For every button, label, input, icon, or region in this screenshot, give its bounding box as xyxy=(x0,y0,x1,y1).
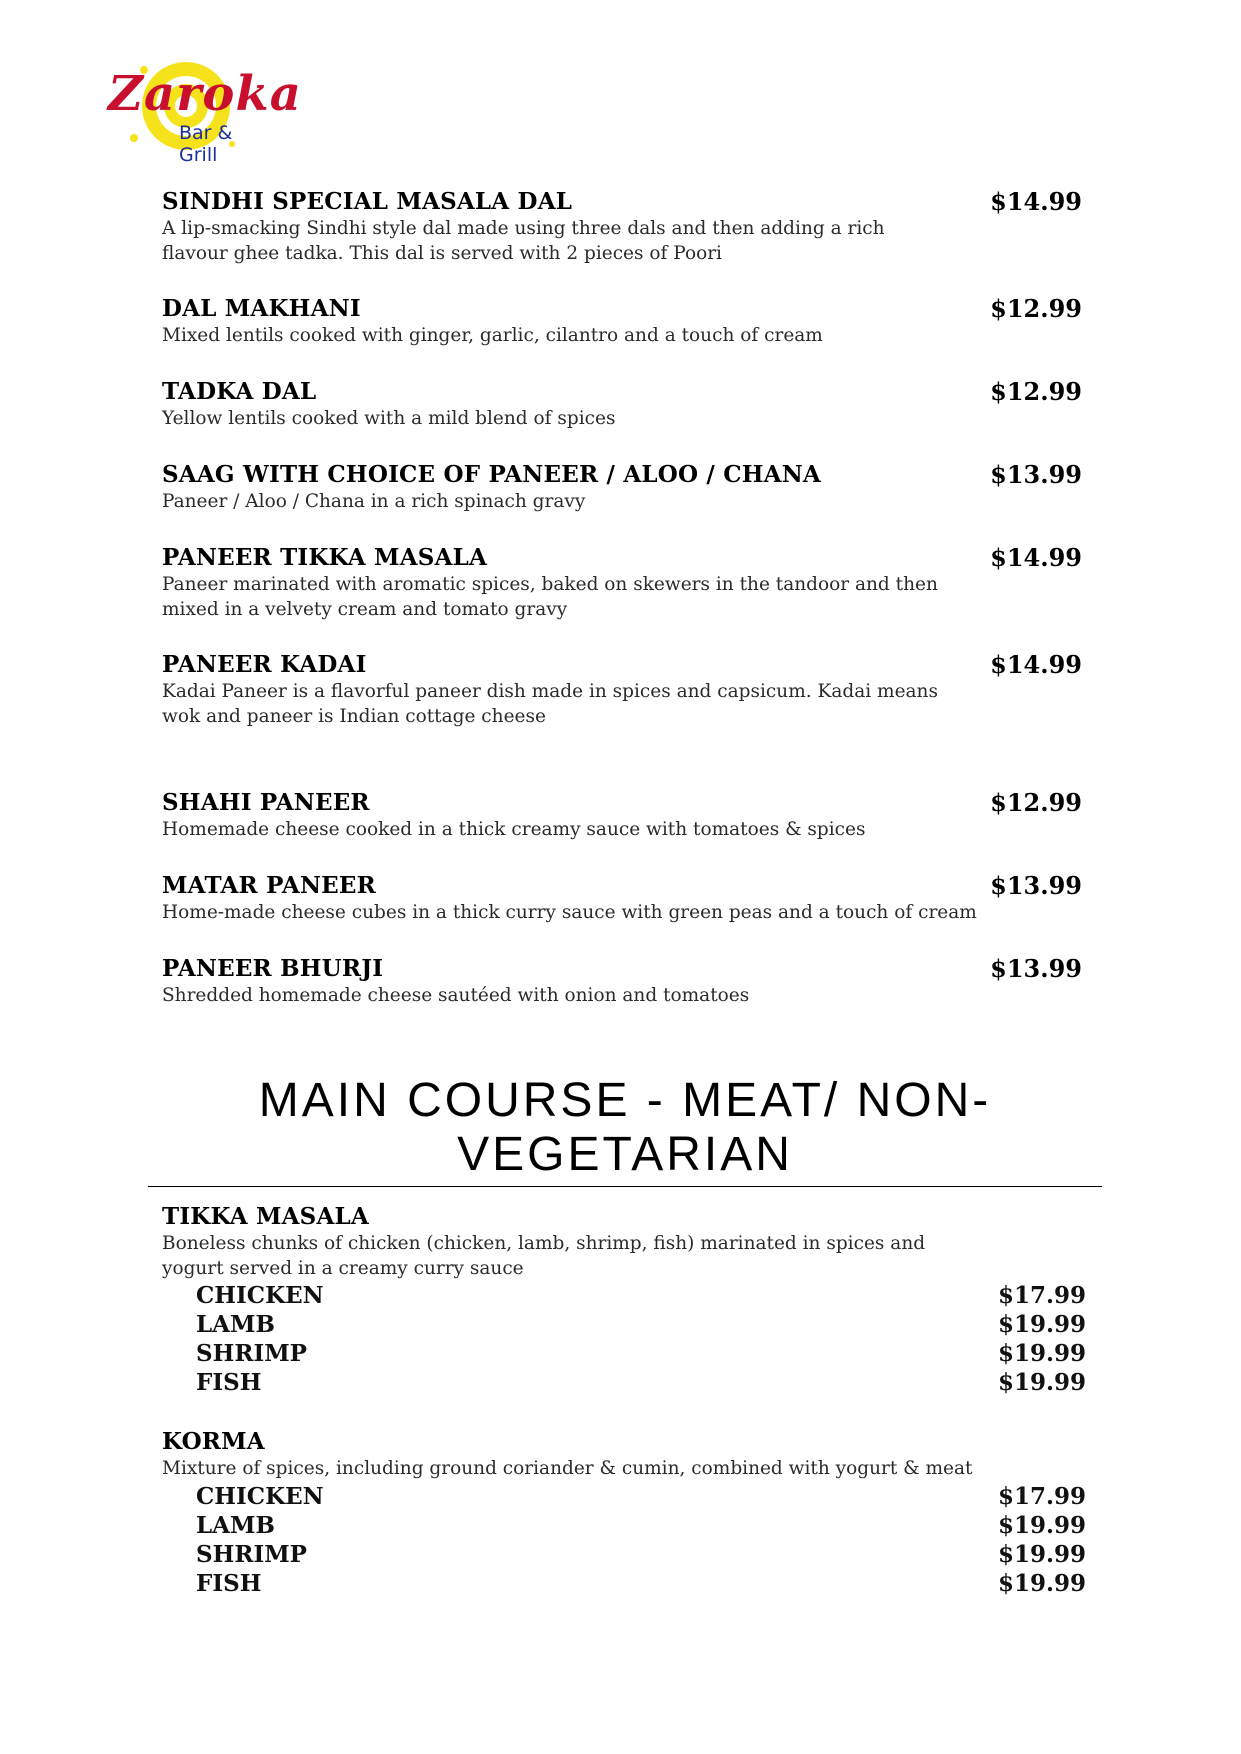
item-variant xyxy=(196,1511,1086,1540)
item-name: TADKA DAL xyxy=(162,378,317,405)
item-name: SHAHI PANEER xyxy=(162,789,370,816)
item-variant xyxy=(196,1310,1086,1339)
menu-item xyxy=(162,188,1082,266)
item-description: Kadai Paneer is a flavorful paneer dish made in spices and capsicum. Kadai means wok and paneer is Indian cottage cheese xyxy=(162,681,938,727)
item-price: $12.99 xyxy=(990,377,1082,406)
logo-subtitle: Bar & Grill xyxy=(179,122,233,166)
variant-price: $19.99 xyxy=(997,1570,1086,1597)
variant-price: $19.99 xyxy=(997,1311,1086,1338)
menu-item xyxy=(162,789,1082,842)
item-description: Boneless chunks of chicken (chicken, lamb, shrimp, fish) marinated in spices and yogurt served in a creamy curry sauce xyxy=(162,1233,926,1279)
item-name: DAL MAKHANI xyxy=(162,295,361,322)
variant-name: SHRIMP xyxy=(196,1340,307,1367)
item-variant xyxy=(196,1569,1086,1598)
item-description: Paneer / Aloo / Chana in a rich spinach gravy xyxy=(162,491,586,512)
menu-item xyxy=(162,872,1082,925)
item-description: Yellow lentils cooked with a mild blend of spices xyxy=(162,408,616,429)
variant-price: $19.99 xyxy=(997,1340,1086,1367)
section-divider xyxy=(148,1186,1102,1187)
item-name: PANEER TIKKA MASALA xyxy=(162,544,488,571)
item-name: SAAG WITH CHOICE OF PANEER / ALOO / CHANA xyxy=(162,461,821,488)
variant-name: CHICKEN xyxy=(196,1282,324,1309)
item-description: Home-made cheese cubes in a thick curry sauce with green peas and a touch of cream xyxy=(162,902,977,923)
item-price: $13.99 xyxy=(990,871,1082,900)
item-description: Paneer marinated with aromatic spices, baked on skewers in the tandoor and then mixed in a velvety cream and tomato gravy xyxy=(162,574,938,620)
variant-price: $17.99 xyxy=(997,1282,1086,1309)
variant-name: LAMB xyxy=(196,1311,275,1338)
item-name: MATAR PANEER xyxy=(162,872,376,899)
variant-name: FISH xyxy=(196,1369,262,1396)
menu-item xyxy=(162,651,1082,729)
item-variant xyxy=(196,1482,1086,1511)
item-description: Mixed lentils cooked with ginger, garlic, cilantro and a touch of cream xyxy=(162,325,823,346)
menu-item xyxy=(162,544,1082,622)
variant-name: LAMB xyxy=(196,1512,275,1539)
item-description: Mixture of spices, including ground coriander & cumin, combined with yogurt & meat xyxy=(162,1458,973,1479)
variant-price: $17.99 xyxy=(997,1483,1086,1510)
item-description: Homemade cheese cooked in a thick creamy sauce with tomatoes & spices xyxy=(162,819,866,840)
item-price: $12.99 xyxy=(990,294,1082,323)
item-variant xyxy=(196,1368,1086,1397)
variant-price: $19.99 xyxy=(997,1369,1086,1396)
item-name: PANEER KADAI xyxy=(162,651,367,678)
variant-price: $19.99 xyxy=(997,1512,1086,1539)
item-price: $14.99 xyxy=(990,543,1082,572)
variant-name: FISH xyxy=(196,1570,262,1597)
variant-price: $19.99 xyxy=(997,1541,1086,1568)
item-variant xyxy=(196,1281,1086,1310)
variant-name: SHRIMP xyxy=(196,1541,307,1568)
item-price: $14.99 xyxy=(990,650,1082,679)
item-name: SINDHI SPECIAL MASALA DAL xyxy=(162,188,573,215)
menu-item xyxy=(162,1428,1082,1481)
item-variant xyxy=(196,1540,1086,1569)
item-name: PANEER BHURJI xyxy=(162,955,384,982)
restaurant-logo xyxy=(104,58,302,166)
item-name: KORMA xyxy=(162,1428,265,1455)
item-price: $13.99 xyxy=(990,460,1082,489)
menu-item xyxy=(162,295,1082,348)
variant-name: CHICKEN xyxy=(196,1483,324,1510)
menu-item xyxy=(162,1203,1082,1281)
item-price: $12.99 xyxy=(990,788,1082,817)
item-variant xyxy=(196,1339,1086,1368)
item-name: TIKKA MASALA xyxy=(162,1203,369,1230)
item-description: Shredded homemade cheese sautéed with onion and tomatoes xyxy=(162,985,750,1006)
logo-name: Zaroka xyxy=(108,66,302,122)
item-price: $14.99 xyxy=(990,187,1082,216)
menu-item xyxy=(162,461,1082,514)
menu-item xyxy=(162,955,1082,1008)
menu-item xyxy=(162,378,1082,431)
section-title: MAIN COURSE - MEAT/ NON-VEGETARIAN xyxy=(258,1074,992,1181)
item-price: $13.99 xyxy=(990,954,1082,983)
item-description: A lip-smacking Sindhi style dal made using three dals and then adding a rich flavour ghee tadka. This dal is served with 2 pieces of Poori xyxy=(162,218,885,264)
